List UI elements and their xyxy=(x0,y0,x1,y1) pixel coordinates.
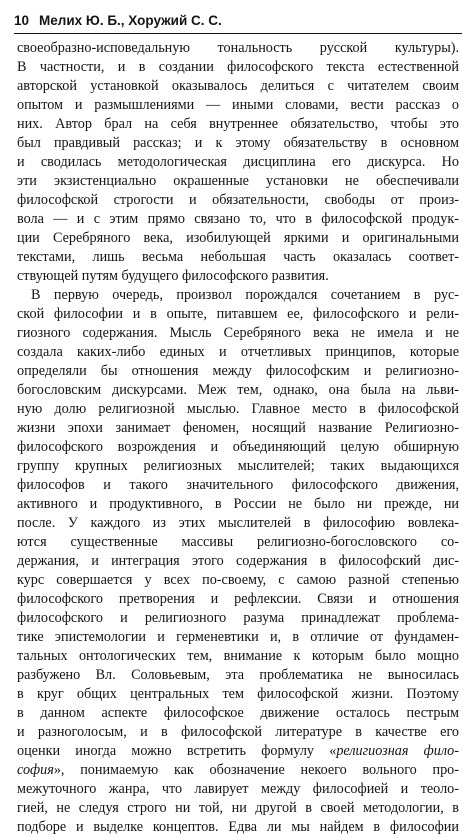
text-line: текстами, лишь весьма небольшая часть оказалась соответ- xyxy=(17,249,459,265)
text-line: ются существенные массивы религиозно-богословского со- xyxy=(17,534,459,550)
text-line: курс совершается у всех по-своему, с самою разной степенью xyxy=(17,572,459,588)
text-line: них. Автор брал на себя внутреннее обязательство, чтобы это xyxy=(17,116,459,132)
text-line: философского возрождения и объединяющий целую обширную xyxy=(17,439,459,455)
text-line: ную долю религиозной мыслью. Главное место в философской xyxy=(17,401,459,417)
text-line: тике эпистемологии и герменевтики и, в отличие от фундамен- xyxy=(17,629,459,645)
text-line: подборе и выделке концептов. Едва ли мы найдем в философии xyxy=(17,819,459,835)
text-line: философского претворения и рефлексии. Связи и отношения xyxy=(17,591,459,607)
text-line: богословским дискурсами. Меж тем, однако, она была на льви- xyxy=(17,382,459,398)
text-line: философского и религиозного разума принадлежат проблема- xyxy=(17,610,459,626)
header-rule xyxy=(14,33,462,34)
text-line: был правдивый рассказ; и к этому обязательству в основном xyxy=(17,135,459,151)
text-line: и сводилась методологическая дисциплина его дискурса. Но xyxy=(17,154,459,170)
body-text xyxy=(17,39,459,837)
text-line: межуточного жанра, что лавирует между философией и теоло- xyxy=(17,781,459,797)
text-line: в круг общих центральных тем философской жизни. Поэтому xyxy=(17,686,459,702)
text-line: определяли бы отношения между философским и религиозно- xyxy=(17,363,459,379)
text-line: держания, и интеграция этого содержания в философский дис- xyxy=(17,553,459,569)
text-line: В частности, и в создании философского текста естественной xyxy=(17,59,459,75)
text-line: после. У каждого из этих мыслителей в философию вовлека- xyxy=(17,515,459,531)
text-line: тальных онтологических тем, внимание к которым было мощно xyxy=(17,648,459,664)
text-line: ствующей путям будущего философского развития. xyxy=(17,268,329,284)
text-line: разбужено Вл. Соловьевым, эта проблематика не выносилась xyxy=(17,667,459,683)
text-line: жизни эпохи занимает феномен, носящий название Религиозно- xyxy=(17,420,459,436)
paragraph xyxy=(17,286,459,837)
paragraph xyxy=(17,39,459,286)
text-line: ции Серебряного века, изобилующей яркими и оригинальными xyxy=(17,230,459,246)
text-line: эти экзистенциально окрашенные установки не обеспечивали xyxy=(17,173,459,189)
page-number: 10 xyxy=(14,13,30,28)
text-line: гиозного содержания. Мысль Серебряного века не имела и не xyxy=(17,325,459,341)
running-head xyxy=(14,10,462,32)
text-line: в данном аспекте философское движение осталось пестрым xyxy=(17,705,459,721)
text-line: В первую очередь, произвол порождался сочетанием в рус- xyxy=(31,287,459,303)
text-line: вола — и с этим прямо связано то, что в философской продук- xyxy=(17,211,459,227)
text-line: авторской установкой оказывалось делиться с читателем своим xyxy=(17,78,459,94)
text-line: гией, не следуя строго ни той, ни другой в своей методологии, в xyxy=(17,800,459,816)
text-line: опытом и размышлениями — иными словами, вести рассказ о xyxy=(17,97,459,113)
text-line: философской строгости и обязательности, свободы от произ- xyxy=(17,192,459,208)
text-line: и разноголосым, и в философской литературе в качестве его xyxy=(17,724,459,740)
text-line: софия», понимаемую как обозначение некоего вольного про- xyxy=(17,762,459,778)
text-line: своеобразно-исповедальную тональность русской культуры). xyxy=(17,40,459,56)
text-line: философов и такого значительного философского движения, xyxy=(17,477,459,493)
italic-term: софия xyxy=(17,762,54,778)
italic-term: религиозная фило- xyxy=(336,743,459,759)
text-line: оценки иногда можно встретить формулу «религиозная фило- xyxy=(17,743,459,759)
text-line: создала каких-либо единых и отчетливых принципов, которые xyxy=(17,344,459,360)
text-line: ской философии и в опыте, питавшем ее, философского и рели- xyxy=(17,306,459,322)
text-line: группу крупных религиозных мыслителей; таких выдающихся xyxy=(17,458,459,474)
text-line: активного и продуктивного, в России не было ни прежде, ни xyxy=(17,496,459,512)
running-head-authors: Мелих Ю. Б., Хоружий С. С. xyxy=(39,13,222,28)
